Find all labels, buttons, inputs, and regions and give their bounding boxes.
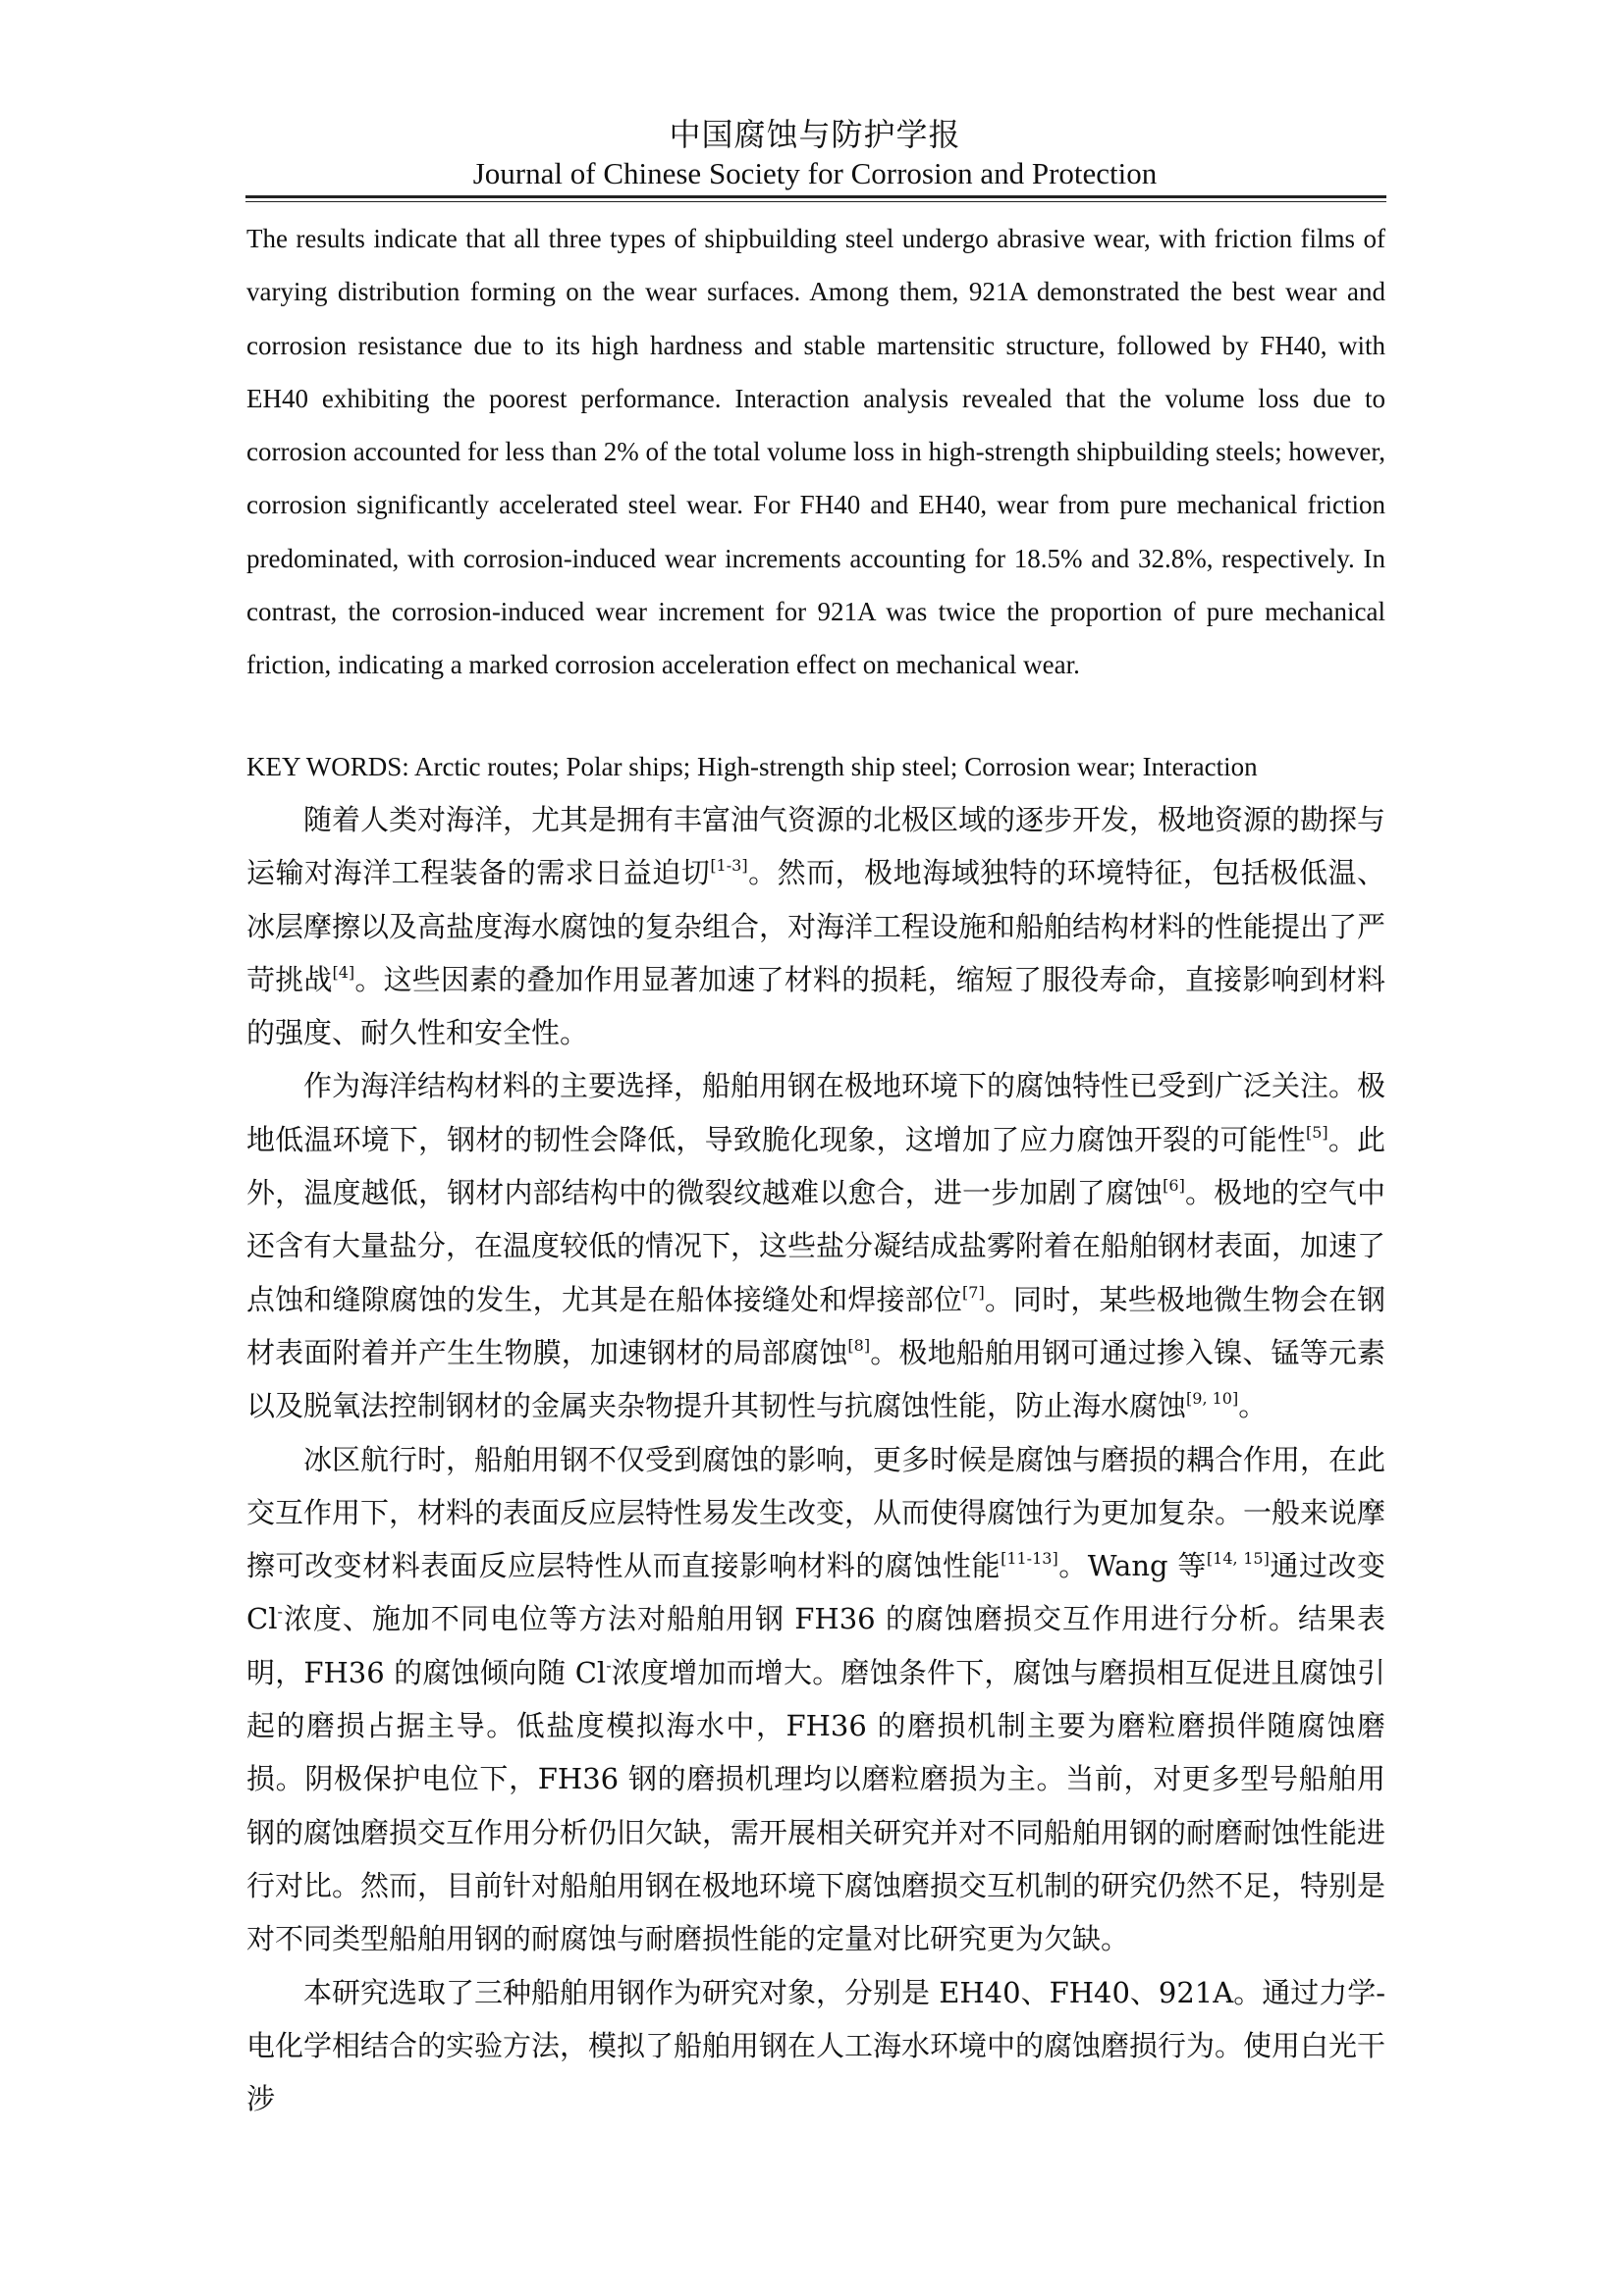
citation: [4] [332,962,355,982]
text-run: 浓度、施加不同电位等方法对船舶用钢 FH36 的腐蚀磨损交互作用进行分析。结果表明，FH36 的腐蚀倾向随 Cl [246,1602,1385,1689]
citation: [7] [962,1282,985,1302]
superscript-charge: - [277,1602,283,1622]
text-run: 浓度增加而增大。磨蚀条件下，腐蚀与磨损相互促进且腐蚀引起的磨损占据主导。低盐度模拟海水中，FH36 的磨损机制主要为磨粒磨损伴随腐蚀磨损。阴极保护电位下，FH36 钢的磨损机理均以磨粒磨损为主。当前，对更多型号船舶用钢的腐蚀磨损交互作用分析仍旧欠缺，需开展相关研究并对不同船舶用钢的耐磨耐蚀性能进行对比。然而，目前针对船舶用钢在极地环境下腐蚀磨损交互机制的研究仍然不足，特别是对不同类型船舶用钢的耐腐蚀与耐磨损性能的定量对比研究更为欠缺。 [246,1655,1386,1956]
citation: [8] [847,1335,871,1355]
paragraph-introduction-3 [246,1433,1385,1966]
text-run: 冰区航行时，船舶用钢不仅受到腐蚀的影响，更多时候是腐蚀与磨损的耦合作用，在此交互作用下，材料的表面反应层特性易发生改变，从而使得腐蚀行为更加复杂。一般来说摩擦可改变材料表面反应层特性从而直接影响材料的腐蚀性能 [246,1442,1386,1583]
text-run: 。 [1238,1389,1268,1423]
citation: [6] [1163,1176,1185,1196]
keywords-line: KEY WORDS: Arctic routes; Polar ships; High-strength ship steel; Corrosion wear; Interaction [246,752,1258,781]
text-run: 通过改变 Cl [246,1549,1385,1636]
journal-title-en: Journal of Chinese Society for Corrosion and Protection [472,156,1158,190]
paragraph-introduction-4: 本研究选取了三种船舶用钢作为研究对象，分别是 EH40、FH40、921A。通过力学-电化学相结合的实验方法，模拟了船舶用钢在人工海水环境中的腐蚀磨损行为。使用白光干涉 [246,1975,1386,2116]
text-run: 。同时，某些极地微生物会在钢材表面附着并产生生物膜，加速钢材的局部腐蚀 [246,1282,1385,1369]
text-run: 随着人类对海洋，尤其是拥有丰富油气资源的北极区域的逐步开发，极地资源的勘探与运输对海洋工程装备的需求日益迫切 [246,803,1386,890]
header-rule-thin [245,201,1386,202]
journal-title-cn: 中国腐蚀与防护学报 [669,116,961,153]
text-run: 。极地船舶用钢可通过掺入镍、锰等元素以及脱氧法控制钢材的金属夹杂物提升其韧性与抗腐蚀性能，防止海水腐蚀 [246,1335,1385,1423]
english-abstract: The results indicate that all three types of shipbuilding steel undergo abrasive wear, with friction films of varying distribution forming on the wear surfaces. Among them, 921A demonstrated the best wear and corrosion resistance due to its high hardness and stable martensitic structure, followed by FH40, with EH40 exhibiting the poorest performance. Interaction analysis revealed that the volume loss due to corrosion accounted for less than 2% of the total volume loss in high-strength shipbuilding steels; however, corrosion significantly accelerated steel wear. For FH40 and EH40, wear from pure mechanical friction predominated, with corrosion-induced wear increments accounting for 18.5% and 32.8%, respectively. In contrast, the corrosion-induced wear increment for 921A was twice the proportion of pure mechanical friction, indicating a marked corrosion acceleration effect on mechanical wear. [246,224,1385,680]
citation: [11-13] [1001,1549,1058,1569]
header-rule-thick [245,195,1386,198]
paragraph-introduction-2 [246,1059,1385,1432]
text-run: 。此外，温度越低，钢材内部结构中的微裂纹越难以愈合，进一步加剧了腐蚀 [246,1122,1385,1210]
superscript-charge: - [606,1655,612,1675]
citation: [14, 15] [1206,1549,1270,1569]
text-run: 作为海洋结构材料的主要选择，船舶用钢在极地环境下的腐蚀特性已受到广泛关注。极地低温环境下，钢材的韧性会降低，导致脆化现象，这增加了应力腐蚀开裂的可能性 [246,1069,1386,1156]
citation: [9, 10] [1186,1389,1239,1409]
text-run: 。极地的空气中还含有大量盐分，在温度较低的情况下，这些盐分凝结成盐雾附着在船舶钢材表面，加速了点蚀和缝隙腐蚀的发生，尤其是在船体接缝处和焊接部位 [246,1176,1386,1316]
running-header [245,114,1384,192]
paragraph-introduction-1 [246,793,1385,1059]
citation: [5] [1305,1122,1328,1142]
citation: [1-3] [710,856,748,876]
text-run: 。这些因素的叠加作用显著加速了材料的损耗，缩短了服役寿命，直接影响到材料的强度、耐久性和安全性。 [246,962,1385,1050]
text-run: 。然而，极地海域独特的环境特征，包括极低温、冰层摩擦以及高盐度海水腐蚀的复杂组合，对海洋工程设施和船舶结构材料的性能提出了严苛挑战 [246,856,1386,996]
article-body [246,793,1385,2125]
text-run: 。Wang 等 [1057,1549,1207,1583]
